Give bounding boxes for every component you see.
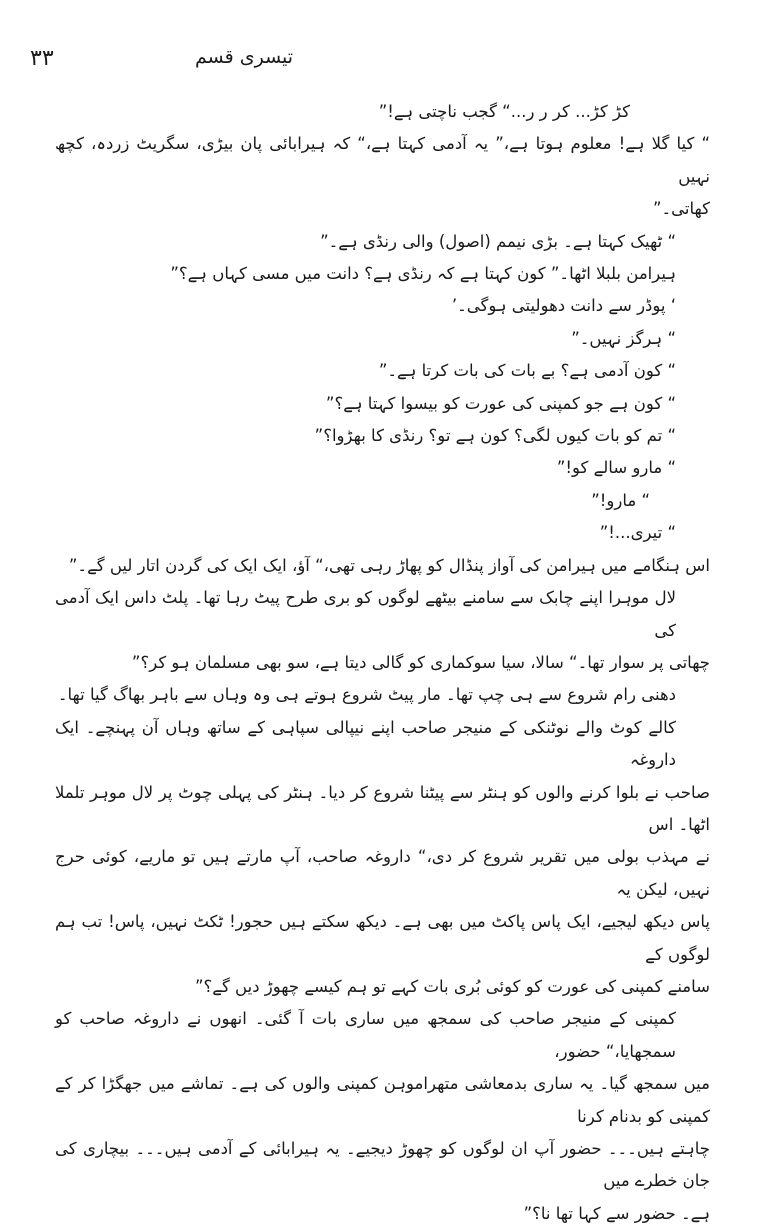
text-line: “ تم کو بات کیوں لگی؟ کون ہے تو؟ رنڈی کا بھڑوا؟” — [314, 426, 676, 446]
text-line: کمپنی کے منیجر صاحب کی سمجھ میں ساری بات آ گئی۔ انھوں نے داروغہ صاحب کو سمجھایا،“ حضور، — [55, 1009, 676, 1061]
text-line: کالے کوٹ والے نوٹنکی کے منیجر صاحب اپنے نیپالی سپاہی کے ساتھ وہاں آن پہنچے۔ ایک داروغہ — [55, 717, 676, 770]
text-line: “ مارو!” — [591, 490, 650, 510]
text-line: لال موہرا اپنے چابک سے سامنے بیٹھے لوگوں کو بری طرح پیٹ رہا تھا۔ پلٹ داس ایک آدمی کی — [55, 588, 676, 640]
text-line: ہے۔ حضور سے کہا تھا نا؟” — [523, 1203, 710, 1223]
text-line: اس ہنگامے میں ہیرامن کی آواز پنڈال کو پھاڑ رہی تھی،“ آؤ، ایک ایک کی گردن اتار لیں گے۔” — [68, 555, 710, 575]
text-line: دھنی رام شروع سے ہی چپ تھا۔ مار پیٹ شروع ہوتے ہی وہ وہاں سے باہر بھاگ گیا تھا۔ — [57, 685, 676, 705]
text-line: “ مارو سالے کو!” — [556, 458, 676, 478]
text-line: پاس دیکھ لیجیے، ایک پاس پاکٹ میں بھی ہے۔ دیکھ سکتے ہیں حجور! ٹکٹ نہیں، پاس! تب ہم لوگوں کے — [55, 912, 710, 964]
text-line: میں سمجھ گیا۔ یہ ساری بدمعاشی متھراموہن کمپنی والوں کی ہے۔ تماشے میں جھگڑا کر کے کمپنی کو بدنام کرنا — [55, 1074, 710, 1126]
text-line: “ ہرگز نہیں۔” — [571, 328, 676, 348]
text-line: چاہتے ہیں۔۔۔ حضور آپ ان لوگوں کو چھوڑ دیجیے۔ یہ ہیرابائی کے آدمی ہیں۔۔۔ بیچاری کی جان خطرے میں — [55, 1139, 710, 1191]
text-line: کھاتی۔” — [652, 199, 710, 219]
text-line: “ تیری...!” — [599, 523, 676, 543]
text-line: صاحب نے بلوا کرنے والوں کو ہنٹر سے پیٹنا شروع کر دیا۔ ہنٹر کی پہلی چوٹ پر لال موہر تلملا اٹھا۔ اس — [55, 782, 710, 834]
text-line: “ کون آدمی ہے؟ بے بات کی بات کرتا ہے۔” — [378, 361, 676, 381]
page-body — [55, 96, 710, 1230]
page-header — [30, 42, 701, 76]
text-line: سامنے کمپنی کی عورت کو کوئی بُری بات کہے تو ہم کیسے چھوڑ دیں گے؟” — [194, 976, 710, 996]
text-line: “ کیا گلا ہے! معلوم ہوتا ہے،” یہ آدمی کہتا ہے،“ کہ ہیرابائی پان بیڑی، سگریٹ زردہ، کچھ نہیں — [55, 134, 710, 186]
running-title: تیسری قسم — [195, 46, 294, 68]
text-line: نے مہذب بولی میں تقریر شروع کر دی،“ داروغہ صاحب، آپ مارتے ہیں تو ماریے، کوئی حرج نہیں، لیکن یہ — [55, 847, 710, 899]
text-line: ‘ پوڈر سے دانت دھولیتی ہوگی۔’ — [451, 296, 676, 316]
text-line: چھاتی پر سوار تھا۔“ سالا، سیا سوکماری کو گالی دیتا ہے، سو بھی مسلمان ہو کر؟” — [131, 652, 710, 672]
text-line: “ ٹھیک کہتا ہے۔ بڑی نیمم (اصول) والی رنڈی ہے۔” — [320, 231, 676, 251]
text-line: “ کون ہے جو کمپنی کی عورت کو بیسوا کہتا ہے؟” — [325, 393, 676, 413]
text-line: ہیرامن بلبلا اٹھا۔” کون کہتا ہے کہ رنڈی ہے؟ دانت میں مسی کہاں ہے؟” — [170, 264, 676, 284]
text-line: کڑ کڑ... کر ر ر...“ گجب ناچتی ہے!” — [378, 102, 630, 121]
page-number: ۳۳ — [30, 46, 54, 71]
